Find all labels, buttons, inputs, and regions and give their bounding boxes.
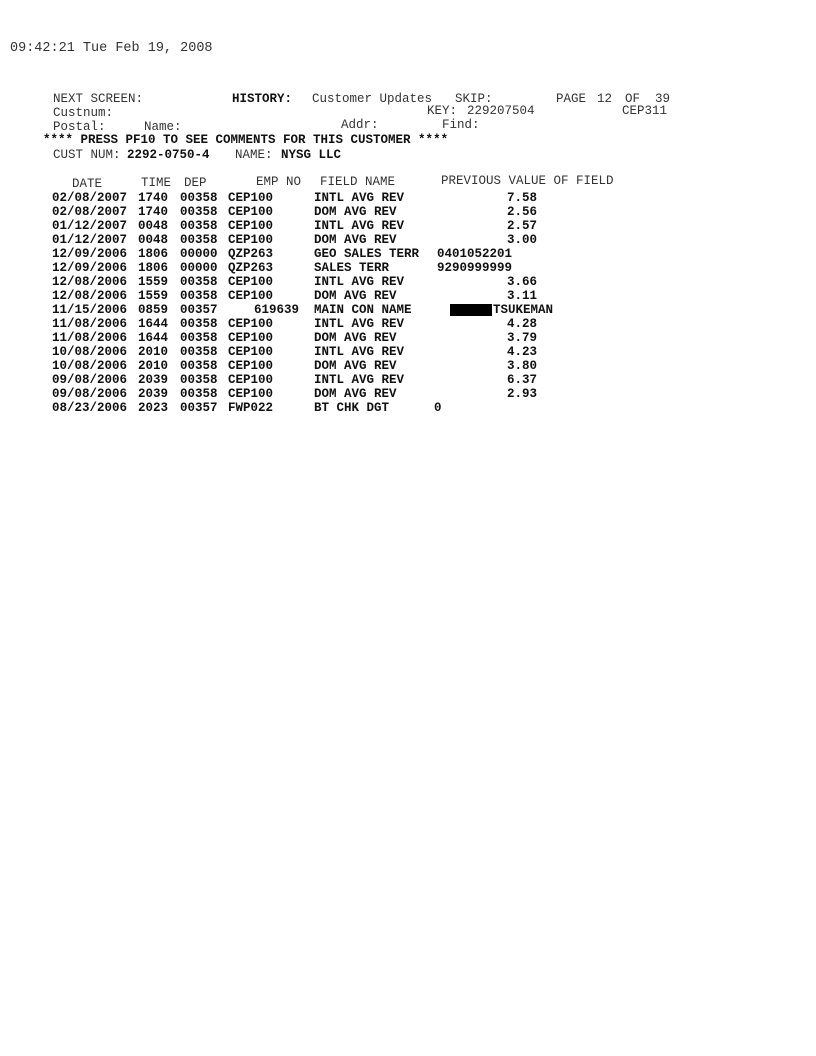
row-date: 12/09/2006 xyxy=(52,247,128,261)
find-label: Find: xyxy=(442,118,480,132)
row-emp-no: QZP263 xyxy=(228,261,274,275)
row-previous-value: 9290999999 xyxy=(437,261,513,275)
row-emp-no: CEP100 xyxy=(228,373,274,387)
row-field-name: DOM AVG REV xyxy=(314,205,397,219)
row-time: 2039 xyxy=(138,387,169,401)
row-emp-no: CEP100 xyxy=(228,317,274,331)
table-row xyxy=(52,401,442,415)
row-field-name: DOM AVG REV xyxy=(314,359,397,373)
row-date: 10/08/2006 xyxy=(52,359,128,373)
row-dep: 00358 xyxy=(180,345,218,359)
row-date: 10/08/2006 xyxy=(52,345,128,359)
row-time: 2010 xyxy=(138,345,169,359)
table-row xyxy=(52,191,538,205)
row-emp-no: CEP100 xyxy=(228,219,274,233)
row-time: 1559 xyxy=(138,275,169,289)
col-header-previous-value: PREVIOUS VALUE OF FIELD xyxy=(441,174,614,188)
row-dep: 00358 xyxy=(180,373,218,387)
page-current: 12 xyxy=(597,92,613,106)
row-date: 11/08/2006 xyxy=(52,331,128,345)
row-dep: 00357 xyxy=(180,401,218,415)
table-row xyxy=(52,247,513,261)
row-field-name: SALES TERR xyxy=(314,261,390,275)
row-emp-no: QZP263 xyxy=(228,247,274,261)
row-previous-value: 3.00 xyxy=(507,233,538,247)
row-previous-value: 3.66 xyxy=(507,275,538,289)
skip-label: SKIP: xyxy=(455,92,493,106)
cust-num-value: 2292-0750-4 xyxy=(127,148,210,162)
row-emp-no: CEP100 xyxy=(228,275,274,289)
row-field-name: INTL AVG REV xyxy=(314,345,405,359)
row-time: 0048 xyxy=(138,219,169,233)
row-dep: 00358 xyxy=(180,359,218,373)
row-field-name: INTL AVG REV xyxy=(314,219,405,233)
table-row xyxy=(52,205,538,219)
row-time: 1740 xyxy=(138,205,169,219)
row-date: 11/15/2006 xyxy=(52,303,128,317)
row-previous-value: 0 xyxy=(434,401,442,415)
row-field-name: DOM AVG REV xyxy=(314,387,397,401)
row-field-name: INTL AVG REV xyxy=(314,275,405,289)
row-dep: 00358 xyxy=(180,233,218,247)
row-time: 1644 xyxy=(138,331,169,345)
col-header-field-name: FIELD NAME xyxy=(320,175,396,189)
table-row xyxy=(52,345,538,359)
table-row xyxy=(52,261,513,275)
table-row xyxy=(52,289,538,303)
row-field-name: GEO SALES TERR xyxy=(314,247,420,261)
row-emp-no: CEP100 xyxy=(228,345,274,359)
row-date: 09/08/2006 xyxy=(52,373,128,387)
row-previous-value: 0401052201 xyxy=(437,247,513,261)
row-emp-no: CEP100 xyxy=(228,191,274,205)
row-dep: 00358 xyxy=(180,317,218,331)
row-date: 12/08/2006 xyxy=(52,275,128,289)
row-field-name: DOM AVG REV xyxy=(314,331,397,345)
row-dep: 00357 xyxy=(180,303,218,317)
row-field-name: DOM AVG REV xyxy=(314,233,397,247)
row-emp-no: CEP100 xyxy=(228,359,274,373)
next-screen-label: NEXT SCREEN: xyxy=(53,92,144,106)
col-header-time: TIME xyxy=(141,176,172,190)
postal-label: Postal: xyxy=(53,120,106,134)
table-row xyxy=(52,317,538,331)
row-field-name: INTL AVG REV xyxy=(314,191,405,205)
table-row xyxy=(52,233,538,247)
col-header-date: DATE xyxy=(72,177,103,191)
row-previous-value: 2.57 xyxy=(507,219,538,233)
row-previous-value: TSUKEMAN xyxy=(493,303,554,317)
row-emp-no: CEP100 xyxy=(228,289,274,303)
row-dep: 00358 xyxy=(180,191,218,205)
row-time: 2039 xyxy=(138,373,169,387)
name-label: Name: xyxy=(144,120,182,134)
row-emp-no: 619639 xyxy=(254,303,300,317)
history-label: HISTORY: xyxy=(232,92,293,106)
table-row xyxy=(52,387,538,401)
print-timestamp: 09:42:21 Tue Feb 19, 2008 xyxy=(10,41,213,56)
row-field-name: INTL AVG REV xyxy=(314,317,405,331)
key-value: 229207504 xyxy=(467,104,535,118)
row-emp-no: FWP022 xyxy=(228,401,274,415)
row-dep: 00358 xyxy=(180,219,218,233)
row-time: 1740 xyxy=(138,191,169,205)
row-dep: 00000 xyxy=(180,261,218,275)
row-time: 1806 xyxy=(138,247,169,261)
row-time: 2010 xyxy=(138,359,169,373)
cust-name-label: NAME: xyxy=(235,148,273,162)
row-date: 01/12/2007 xyxy=(52,233,128,247)
row-time: 2023 xyxy=(138,401,169,415)
row-time: 1559 xyxy=(138,289,169,303)
custnum-label: Custnum: xyxy=(53,106,114,120)
row-field-name: MAIN CON NAME xyxy=(314,303,412,317)
row-previous-value: 3.11 xyxy=(507,289,538,303)
screen-id: CEP311 xyxy=(622,104,668,118)
col-header-emp-no: EMP NO xyxy=(256,175,302,189)
table-row xyxy=(52,275,538,289)
row-date: 01/12/2007 xyxy=(52,219,128,233)
row-previous-value: 3.79 xyxy=(507,331,538,345)
row-date: 11/08/2006 xyxy=(52,317,128,331)
row-field-name: BT CHK DGT xyxy=(314,401,390,415)
row-date: 08/23/2006 xyxy=(52,401,128,415)
key-label: KEY: xyxy=(427,104,458,118)
row-dep: 00358 xyxy=(180,275,218,289)
row-date: 02/08/2007 xyxy=(52,191,128,205)
row-time: 1806 xyxy=(138,261,169,275)
addr-label: Addr: xyxy=(341,118,379,132)
cust-name-value: NYSG LLC xyxy=(281,148,342,162)
table-row xyxy=(52,219,538,233)
page-total: 39 xyxy=(655,92,671,106)
row-previous-value: 2.56 xyxy=(507,205,538,219)
row-previous-value: 6.37 xyxy=(507,373,538,387)
table-row xyxy=(52,373,538,387)
row-dep: 00358 xyxy=(180,205,218,219)
row-dep: 00000 xyxy=(180,247,218,261)
row-dep: 00358 xyxy=(180,387,218,401)
history-value: Customer Updates xyxy=(312,92,433,106)
page-label: PAGE xyxy=(556,92,587,106)
row-date: 09/08/2006 xyxy=(52,387,128,401)
row-field-name: INTL AVG REV xyxy=(314,373,405,387)
redaction-block xyxy=(450,304,492,316)
row-time: 1644 xyxy=(138,317,169,331)
row-emp-no: CEP100 xyxy=(228,205,274,219)
row-date: 12/08/2006 xyxy=(52,289,128,303)
col-header-dep: DEP xyxy=(184,176,207,190)
row-emp-no: CEP100 xyxy=(228,233,274,247)
row-date: 12/09/2006 xyxy=(52,261,128,275)
table-row xyxy=(52,359,538,373)
row-dep: 00358 xyxy=(180,331,218,345)
row-previous-value: 2.93 xyxy=(507,387,538,401)
table-row xyxy=(52,331,538,345)
page-of-label: OF xyxy=(625,92,641,106)
row-previous-value: 4.28 xyxy=(507,317,538,331)
row-previous-value: 7.58 xyxy=(507,191,538,205)
table-row xyxy=(52,303,554,317)
row-field-name: DOM AVG REV xyxy=(314,289,397,303)
row-previous-value: 3.80 xyxy=(507,359,538,373)
row-time: 0859 xyxy=(138,303,169,317)
row-previous-value: 4.23 xyxy=(507,345,538,359)
row-emp-no: CEP100 xyxy=(228,387,274,401)
row-date: 02/08/2007 xyxy=(52,205,128,219)
row-emp-no: CEP100 xyxy=(228,331,274,345)
row-dep: 00358 xyxy=(180,289,218,303)
row-time: 0048 xyxy=(138,233,169,247)
cust-num-label: CUST NUM: xyxy=(53,148,121,162)
comments-notice: **** PRESS PF10 TO SEE COMMENTS FOR THIS CUSTOMER **** xyxy=(43,133,449,147)
